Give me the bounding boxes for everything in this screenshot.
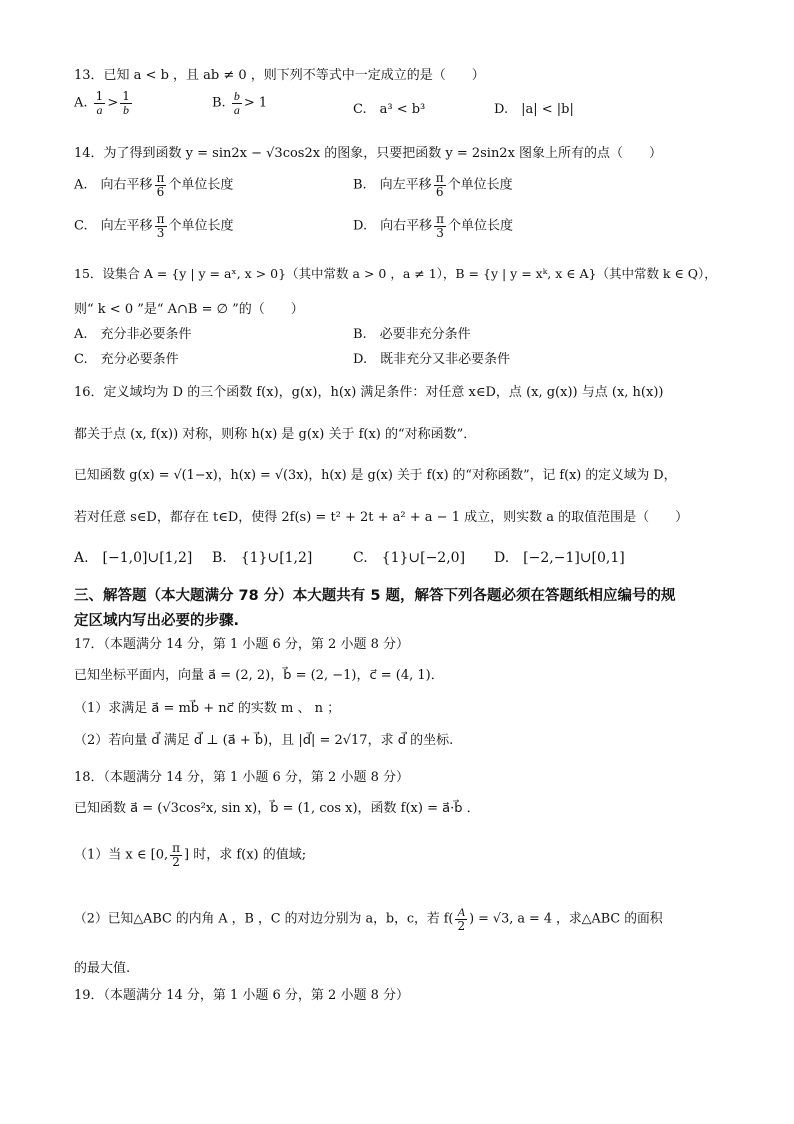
q16-line3: 已知函数 g(x) = √(1−x)，h(x) = √(3x)，h(x) 是 g(x) 关于 f(x) 的“对称函数”，记 f(x) 的定义域为 D， — [74, 468, 677, 483]
q15-option-c: C. 充分必要条件 — [74, 352, 179, 367]
q16-option-a: A. [−1,0]∪[1,2] — [74, 550, 193, 566]
q15-line2: 则“ k < 0 ”是“ A∩B = ∅ ”的（ ） — [74, 302, 304, 317]
q15-line1: 15．设集合 A = {y | y = aˣ, x > 0}（其中常数 a > 0 ，a ≠ 1），B = {y | y = xᵏ, x ∈ A}（其中常数 k ∈ Q）， — [74, 266, 717, 281]
q13-option-a-label: A. — [74, 95, 88, 111]
q17-header: 17．（本题满分 14 分，第 1 小题 6 分，第 2 小题 8 分） — [74, 637, 409, 652]
q16-option-d: D. [−2,−1]∪[0,1] — [494, 550, 625, 566]
q15-option-b: B. 必要非充分条件 — [353, 327, 471, 342]
q13-option-d: D. |a| < |b| — [494, 102, 574, 117]
q18-part2: （2）已知△ABC 的内角 A ，B ，C 的对边分别为 a，b，c，若 f( $\frac{A}{2}$ ) = √3, a = 4 ，求△ABC 的面积 — [74, 905, 663, 933]
q17-part1: （1）求满足 a⃗ = mb⃗ + nc⃗ 的实数 m 、 n ； — [74, 701, 341, 716]
q14-option-a: A. 向右平移 $\frac{\pi}{6}$ 个单位长度 — [74, 171, 234, 199]
q13-option-c: C. a³ < b³ — [353, 102, 426, 117]
q18-header: 18．（本题满分 14 分，第 1 小题 6 分，第 2 小题 8 分） — [74, 770, 409, 785]
q18-part2-line2: 的最大值. — [74, 961, 131, 976]
q17-given: 已知坐标平面内，向量 a⃗ = (2, 2)，b⃗ = (2, −1)，c⃗ = (4, 1)． — [74, 668, 444, 683]
q16-line1: 16．定义域均为 D 的三个函数 f(x)，g(x)，h(x) 满足条件：对任意 x∈D，点 (x, g(x)) 与点 (x, h(x)) — [74, 385, 664, 400]
section3-heading-line2: 定区域内写出必要的步骤. — [74, 613, 240, 629]
q15-option-d: D. 既非充分又非必要条件 — [353, 352, 511, 367]
q16-option-b: B. {1}∪[1,2] — [212, 550, 313, 566]
q18-part2-frac: $\frac{A}{2}$ — [457, 905, 466, 933]
q13-option-b-rel: > 1 — [243, 95, 268, 111]
q18-part1-frac: $\frac{\pi}{2}$ — [172, 841, 180, 869]
q13-option-b-label: B. — [212, 95, 226, 111]
q13-option-a — [74, 90, 134, 116]
q14-option-d: D. 向右平移 $\frac{\pi}{3}$ 个单位长度 — [353, 212, 513, 240]
q14-option-b-frac: $\frac{\pi}{6}$ — [435, 171, 444, 199]
q14-stem: 14．为了得到函数 y = sin2x − √3cos2x 的图象，只要把函数 y = 2sin2x 图象上所有的点（ ） — [74, 146, 663, 161]
q18-part1: （1）当 x ∈ [0, $\frac{\pi}{2}$ ] 时，求 f(x) 的值域; — [74, 841, 307, 869]
q13-option-a-frac1: $\frac{1}{a}$ — [95, 89, 104, 117]
q18-given: 已知函数 a⃗ = (√3cos²x, sin x)，b⃗ = (1, cos x)，函数 f(x) = a⃗·b⃗ ． — [74, 801, 480, 816]
q13-stem: 13．已知 a < b ，且 ab ≠ 0 ，则下列不等式中一定成立的是（ ） — [74, 68, 485, 83]
q19-header: 19．（本题满分 14 分，第 1 小题 6 分，第 2 小题 8 分） — [74, 988, 409, 1003]
q17-part2: （2）若向量 d⃗ 满足 d⃗ ⊥ (a⃗ + b⃗)，且 |d⃗| = 2√17，求 d⃗ 的坐标. — [74, 733, 454, 748]
section3-heading-line1: 三、解答题（本大题满分 78 分）本大题共有 5 题，解答下列各题必须在答题纸相应编号的规 — [74, 588, 676, 604]
q14-option-c: C. 向左平移 $\frac{\pi}{3}$ 个单位长度 — [74, 212, 234, 240]
q15-option-a: A. 充分非必要条件 — [74, 327, 192, 342]
q13-option-a-frac2: $\frac{1}{b}$ — [122, 89, 130, 117]
q14-option-a-frac: $\frac{\pi}{6}$ — [156, 171, 165, 199]
q13-option-b — [212, 90, 267, 116]
q14-option-c-frac: $\frac{\pi}{3}$ — [156, 212, 165, 240]
q16-line4: 若对任意 s∈D，都存在 t∈D，使得 2f(s) = t² + 2t + a² + a − 1 成立，则实数 a 的取值范围是（ ） — [74, 510, 689, 525]
q14-option-d-frac: $\frac{\pi}{3}$ — [436, 212, 444, 240]
q16-option-c: C. {1}∪[−2,0] — [353, 550, 466, 566]
q16-line2: 都关于点 (x, f(x)) 对称，则称 h(x) 是 g(x) 关于 f(x) 的“对称函数”． — [74, 427, 477, 442]
q14-option-b: B. 向左平移 $\frac{\pi}{6}$ 个单位长度 — [353, 171, 513, 199]
q13-option-a-rel: > — [107, 95, 119, 111]
q13-option-b-frac: $\frac{b}{a}$ — [233, 89, 240, 117]
